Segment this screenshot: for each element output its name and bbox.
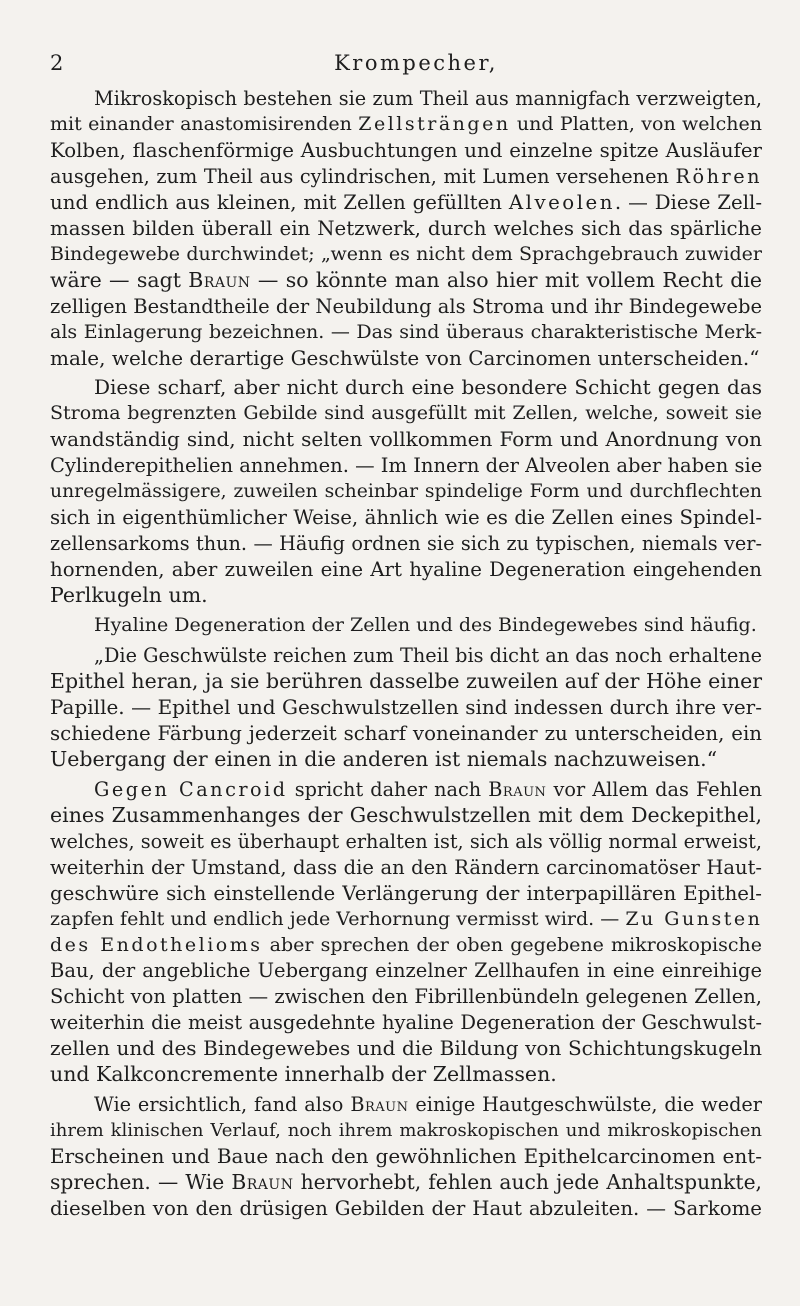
text-run: Cylinderepithelien annehmen. — Im Innern der Alveolen aber haben sie bbox=[50, 454, 763, 478]
text-line bbox=[50, 643, 762, 669]
text-run: zellen und des Bindegewebes und die Bildung von Schichtungskugeln bbox=[50, 1036, 762, 1061]
text-run: mit einander anastomisirenden bbox=[50, 112, 359, 135]
text-run: hornenden, aber zuweilen eine Art hyaline Degeneration eingehenden bbox=[50, 558, 762, 582]
text-run: zelligen Bestandtheile der Neubildung als Stroma und ihr Bindegewebe bbox=[50, 294, 762, 318]
text-run: Perlkugeln um. bbox=[50, 583, 208, 608]
text-line bbox=[50, 829, 762, 855]
text-line bbox=[50, 86, 762, 112]
text-run: Uebergang der einen in die anderen ist niemals nachzuweisen.“ bbox=[50, 746, 718, 771]
author-name: Braun bbox=[350, 1093, 409, 1117]
emphasized-text: Zu Gunsten bbox=[625, 907, 763, 930]
text-line bbox=[50, 907, 762, 933]
text-run: Bau, der angebliche Uebergang einzelner Zellhaufen in eine einreihige bbox=[50, 959, 762, 983]
text-line bbox=[50, 346, 762, 372]
body-text bbox=[50, 86, 762, 1222]
text-line bbox=[50, 531, 762, 557]
text-line bbox=[50, 1062, 762, 1088]
text-run: Epithel heran, ja sie berühren dasselbe zuweilen auf der Höhe einer bbox=[50, 668, 762, 693]
text-run: Kolben, flaschenförmige Ausbuchtungen und einzelne spitze Ausläufer bbox=[50, 138, 762, 162]
text-line bbox=[50, 669, 762, 695]
text-run: zellensarkoms thun. — Häufig ordnen sie sich zu typischen, niemals ver- bbox=[50, 532, 762, 556]
text-run: . — Diese Zell- bbox=[614, 190, 762, 214]
text-run: und Kalkconcremente innerhalb der Zellmassen. bbox=[50, 1062, 557, 1087]
text-run: Schicht von platten — zwischen den Fibrillenbündeln gelegenen Zellen, bbox=[50, 985, 762, 1009]
text-run: massen bilden überall ein Netzwerk, durch welches sich das spärliche bbox=[50, 216, 762, 240]
text-run: unregelmässigere, zuweilen scheinbar spindelige Form und durchflechten bbox=[50, 481, 762, 503]
text-line bbox=[50, 747, 762, 773]
text-run: als Einlagerung bezeichnen. — Das sind überaus charakteristische Merk- bbox=[50, 320, 762, 343]
text-run: geschwüre sich einstellende Verlängerung der interpapillären Epithel- bbox=[50, 881, 762, 905]
text-line bbox=[50, 695, 762, 721]
text-run: Stroma begrenzten Gebilde sind ausgefüllt mit Zellen, welche, soweit sie bbox=[50, 402, 762, 425]
text-run: schiedene Färbung jederzeit scharf voneinander zu unterscheiden, ein bbox=[50, 721, 762, 745]
author-name: Braun bbox=[231, 1170, 294, 1195]
text-line bbox=[50, 427, 762, 453]
text-run: wäre — sagt bbox=[50, 267, 189, 292]
text-run: „Die Geschwülste reichen zum Theil bis dicht an das noch erhaltene bbox=[94, 644, 762, 668]
paragraph bbox=[50, 613, 762, 639]
text-run: Diese scharf, aber nicht durch eine besondere Schicht gegen das bbox=[94, 375, 762, 400]
text-run: Mikroskopisch bestehen sie zum Theil aus mannigfach verzweigten, bbox=[94, 87, 762, 110]
text-line bbox=[50, 164, 762, 190]
text-line bbox=[50, 984, 762, 1010]
running-head-title: Krompecher, bbox=[334, 51, 498, 75]
text-line bbox=[50, 401, 762, 427]
text-run: sich in eigenthümlicher Weise, ähnlich wie es die Zellen eines Spindel- bbox=[50, 506, 762, 530]
text-line bbox=[50, 268, 762, 294]
text-line bbox=[50, 1170, 762, 1196]
paragraph bbox=[50, 777, 762, 1088]
text-run: Bindegewebe durchwindet; „wenn es nicht dem Sprachgebrauch zuwider bbox=[50, 242, 762, 265]
running-head bbox=[50, 48, 762, 78]
text-line bbox=[50, 320, 762, 346]
text-line bbox=[50, 112, 762, 138]
text-run: eines Zusammenhanges der Geschwulstzellen mit dem Deckepithel, bbox=[50, 802, 762, 827]
text-run: male, welche derartige Geschwülste von Carcinomen unterscheiden.“ bbox=[50, 345, 760, 370]
text-run: zapfen fehlt und endlich jede Verhornung vermisst wird. — bbox=[50, 907, 626, 930]
text-line bbox=[50, 216, 762, 242]
text-line bbox=[50, 613, 762, 639]
text-line bbox=[50, 1144, 762, 1170]
text-run: Hyaline Degeneration der Zellen und des Bindegewebes sind häufig. bbox=[94, 614, 757, 637]
text-line bbox=[50, 453, 762, 479]
paragraph bbox=[50, 375, 762, 609]
text-run: sprechen. — Wie bbox=[50, 1170, 232, 1195]
text-line bbox=[50, 721, 762, 747]
paragraph bbox=[50, 643, 762, 773]
text-run: hervorhebt, fehlen auch jede Anhaltspunkte, bbox=[293, 1170, 762, 1195]
text-run: weiterhin der Umstand, dass die an den Rändern carcinomatöser Haut- bbox=[50, 855, 762, 879]
text-line bbox=[50, 138, 762, 164]
text-run: und Platten, von welchen bbox=[510, 112, 762, 135]
text-line bbox=[50, 190, 762, 216]
text-run: — so könnte man also hier mit vollem Recht die bbox=[250, 267, 763, 292]
paragraph bbox=[50, 1092, 762, 1222]
emphasized-text: Alveolen bbox=[508, 190, 615, 214]
text-run: einige Hautgeschwülste, die weder bbox=[408, 1093, 762, 1117]
text-run: welches, soweit es überhaupt erhalten ist, sich als völlig normal erweist, bbox=[50, 829, 762, 853]
text-line bbox=[50, 1092, 762, 1118]
text-run: dieselben von den drüsigen Gebilden der Haut abzuleiten. — Sarkome bbox=[50, 1197, 762, 1221]
emphasized-text: Gegen Cancroid bbox=[94, 777, 288, 801]
text-line bbox=[50, 242, 762, 268]
text-line bbox=[50, 958, 762, 984]
text-line bbox=[50, 881, 762, 907]
text-run: weiterhin die meist ausgedehnte hyaline Degeneration der Geschwulst- bbox=[50, 1011, 762, 1035]
text-line bbox=[50, 777, 762, 803]
emphasized-text: Zellsträngen bbox=[358, 112, 511, 135]
text-line bbox=[50, 1010, 762, 1036]
text-run: und endlich aus kleinen, mit Zellen gefüllten bbox=[50, 190, 509, 214]
text-line bbox=[50, 803, 762, 829]
text-line bbox=[50, 1118, 762, 1144]
text-run: ihrem klinischen Verlauf, noch ihrem makroskopischen und mikroskopischen bbox=[50, 1120, 762, 1142]
paragraph bbox=[50, 86, 762, 371]
text-line bbox=[50, 375, 762, 401]
text-line bbox=[50, 933, 762, 959]
text-line bbox=[50, 505, 762, 531]
text-line bbox=[50, 1036, 762, 1062]
text-run: aber sprechen der oben gegebene mikroskopische bbox=[262, 933, 762, 956]
author-name: Braun bbox=[188, 267, 251, 292]
text-run: ausgehen, zum Theil aus cylindrischen, mit Lumen versehenen bbox=[50, 164, 676, 188]
author-name: Braun bbox=[488, 777, 547, 801]
text-run: wandständig sind, nicht selten vollkommen Form und Anordnung von bbox=[50, 427, 762, 452]
text-line bbox=[50, 479, 762, 505]
text-run: Papille. — Epithel und Geschwulstzellen sind indessen durch ihre ver- bbox=[50, 694, 762, 719]
text-run: Erscheinen und Baue nach den gewöhnlichen Epithelcarcinomen ent- bbox=[50, 1144, 762, 1169]
text-line bbox=[50, 855, 762, 881]
text-run: vor Allem das Fehlen bbox=[546, 777, 762, 801]
emphasized-text: des Endothelioms bbox=[50, 933, 263, 956]
text-line bbox=[50, 294, 762, 320]
emphasized-text: Röhren bbox=[675, 164, 762, 188]
page-number: 2 bbox=[50, 51, 64, 75]
text-line bbox=[50, 583, 762, 609]
text-run: Wie ersichtlich, fand also bbox=[94, 1093, 351, 1117]
text-line bbox=[50, 1196, 762, 1222]
text-run: spricht daher nach bbox=[287, 777, 489, 801]
text-line bbox=[50, 557, 762, 583]
